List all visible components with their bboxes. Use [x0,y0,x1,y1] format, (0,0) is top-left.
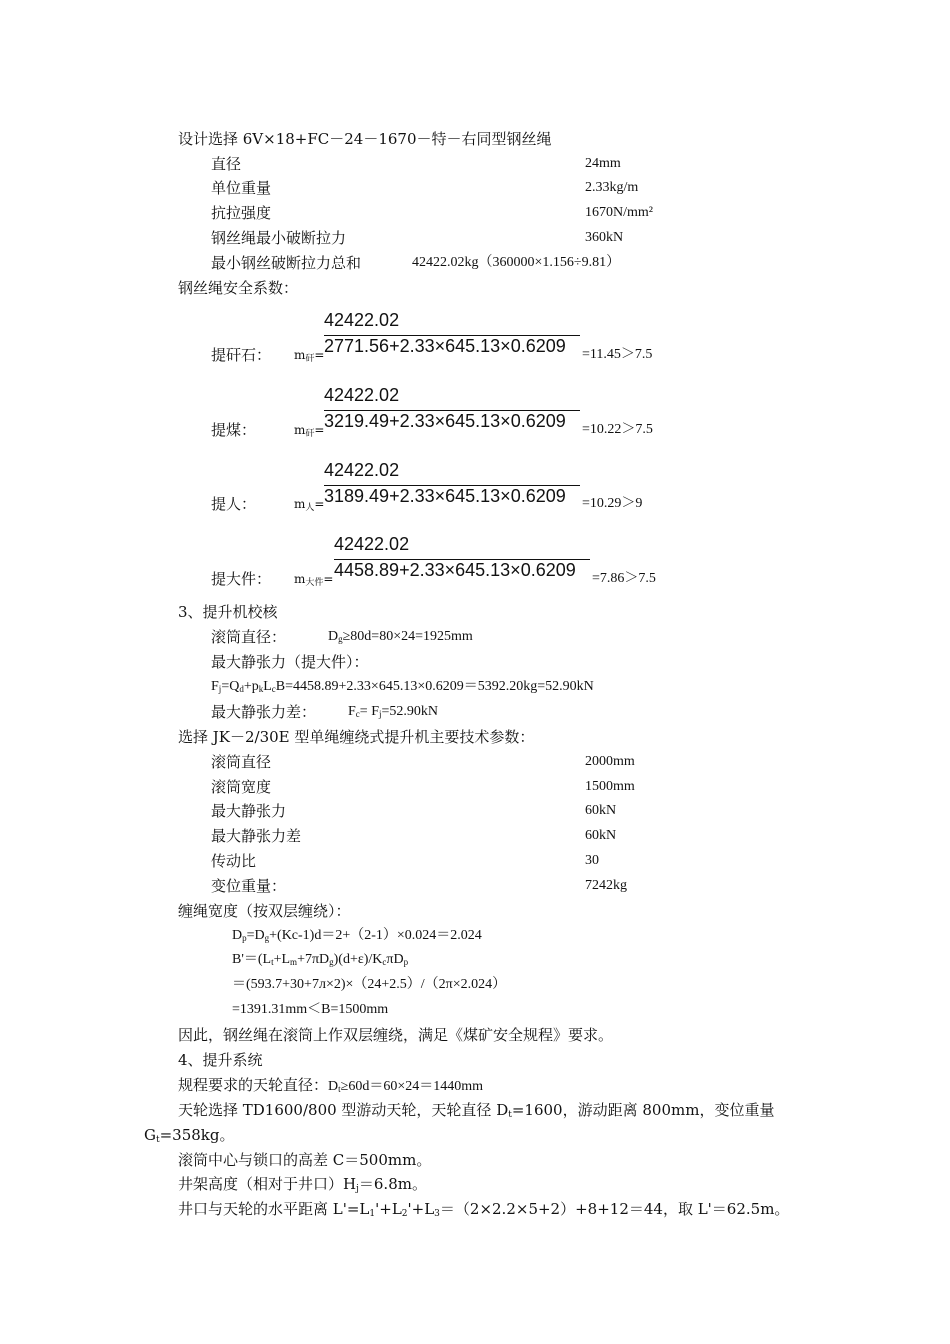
param-label: 最大静张力 [211,802,287,820]
drum-diameter-label: 滚筒直径： [211,628,287,646]
fraction-denominator: 2771.56+2.33×645.13×0.6209 [324,336,566,356]
winding-line-2: $B'=(L_t+L_m+7\pi D_g)(d+\varepsilon)/K_c\pi D_p$ [232,952,409,967]
frame-height: 井架高度（相对于井口）$H_j=6.8m$。 [178,1175,427,1194]
param-value: 360kN [585,230,624,245]
winding-line-4: =1391.31mm＜B=1500mm [232,1002,389,1017]
winding-line-1: $D_p=D_g+(Kc-1)d=2+(2-1)\times 0.024=2.024$ [232,928,482,943]
horizontal-distance: 井口与天轮的水平距离 $L'=L_1'+L_2'+L_3=(2\times 2.2\times 5+2)+8+12=44$，取 L'＝62.5m。 [178,1200,790,1219]
safety-m: $m_矸=$ [294,423,325,439]
rope-title: 设计选择 6V×18+FC－24－1670－特－右同型钢丝绳 [178,130,552,148]
safety-label: 提煤： [211,421,257,439]
param-label: 滚筒宽度 [211,778,272,796]
fraction-numerator: 42422.02 [324,460,400,480]
fraction-numerator: 42422.02 [324,310,400,330]
safety-label: 提人： [211,495,257,513]
param-label: 直径 [211,155,242,173]
safety-result: =10.22＞7.5 [582,422,653,437]
drum-diameter-formula: $D_g\ge 80d=80\times 24=1925mm$ [328,629,473,644]
param-value: 24mm [585,156,621,171]
drum-height: 滚筒中心与锁口的高差 C＝500mm。 [178,1151,432,1169]
safety-result: =7.86＞7.5 [592,571,656,586]
param-value: 60kN [585,828,617,843]
safety-fraction [334,534,590,584]
fraction-denominator: 3189.49+2.33×645.13×0.6209 [324,486,566,506]
section-heading: 3、提升机校核 [178,603,278,621]
safety-fraction [324,460,580,510]
param-label: 抗拉强度 [211,204,272,222]
safety-result: =11.45＞7.5 [582,347,653,362]
param-value: 2000mm [585,754,635,769]
max-tension-label: 最大静张力（提大件）： [211,653,369,671]
fraction-numerator: 42422.02 [324,385,400,405]
wheel-selection: 天轮选择 TD1600/800 型游动天轮，天轮直径 $D_t=1600$，游动距离 800mm，变位重量 [178,1101,775,1120]
safety-label: 提大件： [211,570,272,588]
fraction-denominator: 3219.49+2.33×645.13×0.6209 [324,411,566,431]
safety-label: 提矸石： [211,346,272,364]
fraction-denominator: 4458.89+2.33×645.13×0.6209 [334,560,576,580]
fraction-numerator: 42422.02 [334,534,410,554]
safety-fraction [324,310,580,360]
winding-line-3: ＝(593.7+30+7л×2)×（24+2.5）/（2π×2.024） [232,977,507,992]
param-label: 滚筒直径 [211,753,272,771]
param-value: 2.33kg/m [585,180,639,195]
tension-diff-label: 最大静张力差： [211,703,317,721]
safety-m: $m_矸=$ [294,348,325,364]
safety-fraction [324,385,580,435]
wheel-selection-cont: $G_t=358kg$。 [144,1126,235,1145]
wheel-requirement: 规程要求的天轮直径：$D_t\ge 60d=60\times 24=1440mm$ [178,1076,484,1094]
section-heading: 4、提升系统 [178,1051,263,1069]
param-label: 钢丝绳最小破断拉力 [211,229,347,247]
param-value: 1670N/mm² [585,205,653,220]
safety-m: $m_{大件}=$ [294,572,334,588]
total-breaking-label: 最小钢丝破断拉力总和 [211,254,362,272]
select-title: 选择 JK－2/30E 型单绳缠绕式提升机主要技术参数： [178,728,535,746]
fj-formula: $F_j=Q_d+p_kL_cB=4458.89+2.33\times 645.13\times 0.6209=5392.20kg=52.90kN$ [211,679,594,694]
param-value: 7242kg [585,878,627,893]
total-breaking-value: 42422.02kg（360000×1.156÷9.81） [412,255,621,270]
safety-result: =10.29＞9 [582,496,643,511]
param-value: 60kN [585,803,617,818]
param-value: 30 [585,853,599,868]
winding-title: 缠绳宽度（按双层缠绕）： [178,902,351,920]
winding-conclusion: 因此，钢丝绳在滚筒上作双层缠绕，满足《煤矿安全规程》要求。 [178,1026,614,1044]
param-value: 1500mm [585,779,635,794]
safety-m: $m_人=$ [294,497,325,513]
param-label: 最大静张力差 [211,827,302,845]
param-label: 变位重量： [211,877,287,895]
safety-title: 钢丝绳安全系数： [178,279,299,297]
param-label: 单位重量 [211,179,272,197]
tension-diff-formula: $F_c= F_j=52.90kN$ [348,704,439,719]
param-label: 传动比 [211,852,257,870]
